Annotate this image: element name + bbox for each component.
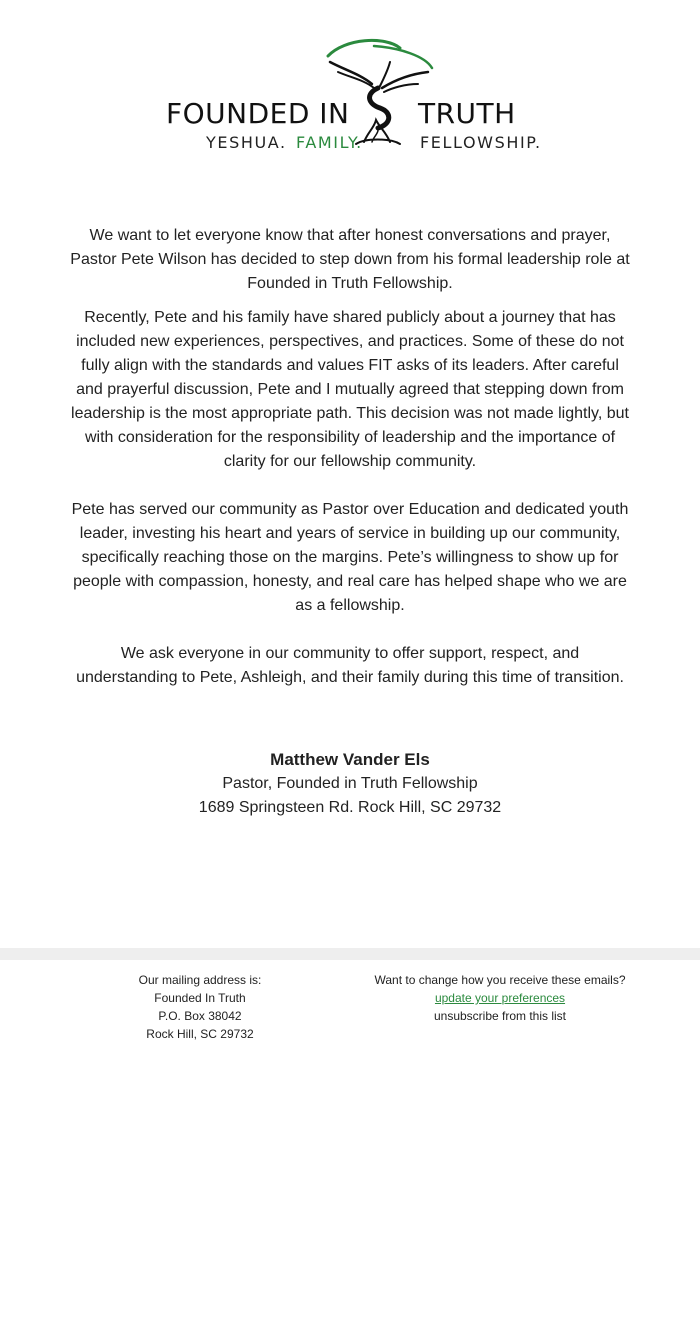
update-preferences-link[interactable]: update your preferences: [434, 991, 566, 1005]
signature-block: [70, 748, 630, 820]
footer-org: Founded In Truth: [154, 991, 246, 1005]
signature-address: 1689 Springsteen Rd. Rock Hill, SC 29732: [198, 799, 502, 816]
logo-tagline-yeshua: YESHUA.: [206, 133, 287, 152]
letter-paragraph-2: Recently, Pete and his family have shared publicly about a journey that has included new experiences, perspectives, and practices. Some of these do not fully align with the standards and values FIT asks of its leaders. After careful and prayerful discussion, Pete and I mutually agreed that stepping down from leadership is the most appropriate path. This decision was not made lightly, but with consideration for the responsibility of leadership and the importance of clarity for our fellowship community.: [71, 309, 629, 470]
unsubscribe-link[interactable]: unsubscribe from this list: [433, 1009, 567, 1023]
letter-paragraph-3: Pete has served our community as Pastor over Education and dedicated youth leader, investing his heart and years of service in building up our community, specifically reaching those on the margins. Pete’s willingness to show up for people with compassion, honesty, and real care has helped shape who we are as a fellowship.: [71, 501, 629, 614]
footer-city: Rock Hill, SC 29732: [146, 1027, 254, 1041]
logo-tagline-family: FAMILY.: [296, 133, 363, 152]
letter-paragraph-4: We ask everyone in our community to offer support, respect, and understanding to Pete, Ashleigh, and their family during this time of transition.: [76, 645, 624, 686]
footer-mailing-label: Our mailing address is:: [138, 973, 262, 987]
logo: [160, 34, 540, 154]
signature-name: Matthew Vander Els: [270, 750, 430, 769]
footer-divider: [0, 948, 700, 960]
signature-title: Pastor, Founded in Truth Fellowship: [222, 775, 478, 792]
footer-po-box: P.O. Box 38042: [158, 1009, 242, 1023]
footer-preferences: [350, 971, 650, 1025]
footer-change-prompt: Want to change how you receive these emails?: [374, 973, 626, 987]
letter-paragraph-1: We want to let everyone know that after honest conversations and prayer, Pastor Pete Wilson has decided to step down from his formal leadership role at Founded in Truth Fellowship.: [70, 227, 630, 292]
logo-title-right: TRUTH: [418, 97, 516, 130]
logo-tagline-fellowship: FELLOWSHIP.: [420, 133, 542, 152]
logo-title-left: FOUNDED IN: [166, 97, 350, 130]
footer-mailing-address: [110, 971, 290, 1043]
